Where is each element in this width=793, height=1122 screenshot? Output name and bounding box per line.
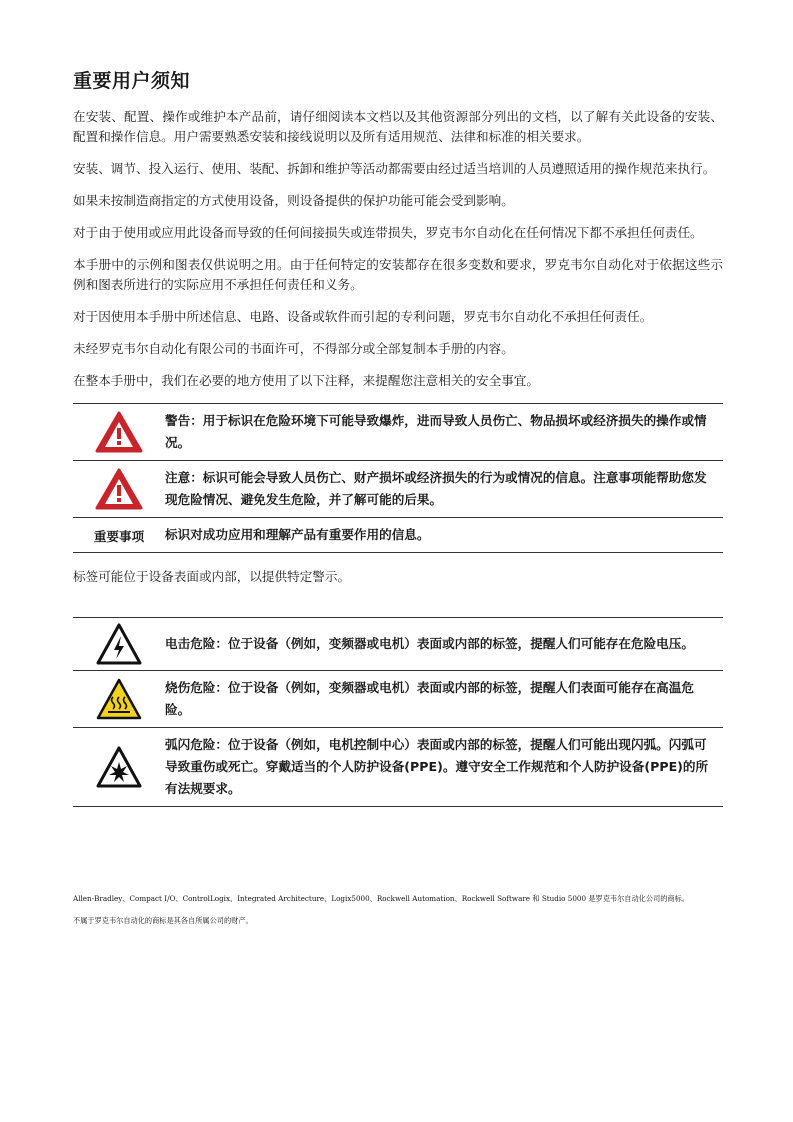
shock-hazard-icon <box>95 622 143 666</box>
page-body <box>73 66 723 807</box>
burn-row <box>73 671 723 728</box>
paragraph: 对于因使用本手册中所述信息、电路、设备或软件而引起的专利问题，罗克韦尔自动化不承担任何责任。 <box>73 309 653 324</box>
paragraph: 如果未按制造商指定的方式使用设备，则设备提供的保护功能可能会受到影响。 <box>73 193 514 208</box>
notice-table <box>73 403 723 553</box>
label-intro: 标签可能位于设备表面或内部，以提供特定警示。 <box>73 569 351 584</box>
important-text: 标识对成功应用和理解产品有重要作用的信息。 <box>165 518 723 553</box>
paragraph: 在整本手册中，我们在必要的地方使用了以下注释，来提醒您注意相关的安全事宜。 <box>73 373 539 388</box>
page-title: 重要用户须知 <box>73 70 191 92</box>
burn-text: 烧伤危险：位于设备（例如，变频器或电机）表面或内部的标签，提醒人们表面可能存在高温危险。 <box>165 671 723 728</box>
warning-row <box>73 404 723 461</box>
warning-text: 警告：用于标识在危险环境下可能导致爆炸，进而导致人员伤亡、物品损坏或经济损失的操作或情况。 <box>165 404 723 461</box>
attention-text: 注意：标识可能会导致人员伤亡、财产损坏或经济损失的行为或情况的信息。注意事项能帮助您发现危险情况、避免发生危险，并了解可能的后果。 <box>165 461 723 518</box>
arc-flash-hazard-icon <box>95 745 143 789</box>
important-label: 重要事项 <box>73 518 165 553</box>
warning-triangle-icon <box>94 410 144 454</box>
arc-text: 弧闪危险：位于设备（例如，电机控制中心）表面或内部的标签，提醒人们可能出现闪弧。闪弧可导致重伤或死亡。穿戴适当的个人防护设备(PPE)。遵守安全工作规范和个人防护设备(PPE)的所有法规要求。 <box>165 728 723 807</box>
paragraph: 安装、调节、投入运行、使用、装配、拆卸和维护等活动都需要由经过适当培训的人员遵照适用的操作规范来执行。 <box>73 161 716 176</box>
paragraph: 对于由于使用或应用此设备而导致的任何间接损失或连带损失，罗克韦尔自动化在任何情况下都不承担任何责任。 <box>73 225 703 240</box>
important-row <box>73 518 723 553</box>
arc-row <box>73 728 723 807</box>
trademark-line: Allen-Bradley、Compact I/O、ControlLogix、Integrated Architecture、Logix5000、Rockwell Automation、Rockwell Software 和 Studio 5000 是罗克韦尔自动化公司的商标。 <box>73 894 689 903</box>
paragraph: 在安装、配置、操作或维护本产品前，请仔细阅读本文档以及其他资源部分列出的文档，以了解有关此设备的安装、配置和操作信息。用户需要熟悉安装和接线说明以及所有适用规范、法律和标准的相关要求。 <box>73 109 723 144</box>
trademark-line: 不属于罗克韦尔自动化的商标是其各自所属公司的财产。 <box>73 916 253 925</box>
paragraph: 本手册中的示例和图表仅供说明之用。由于任何特定的安装都存在很多变数和要求，罗克韦尔自动化对于依据这些示例和图表所进行的实际应用不承担任何责任和义务。 <box>73 257 723 292</box>
hazard-label-table <box>73 617 723 807</box>
shock-text: 电击危险：位于设备（例如，变频器或电机）表面或内部的标签，提醒人们可能存在危险电压。 <box>165 618 723 671</box>
attention-triangle-icon <box>94 467 144 511</box>
paragraph: 未经罗克韦尔自动化有限公司的书面许可，不得部分或全部复制本手册的内容。 <box>73 341 514 356</box>
burn-hazard-icon <box>95 677 143 721</box>
attention-row <box>73 461 723 518</box>
shock-row <box>73 618 723 671</box>
